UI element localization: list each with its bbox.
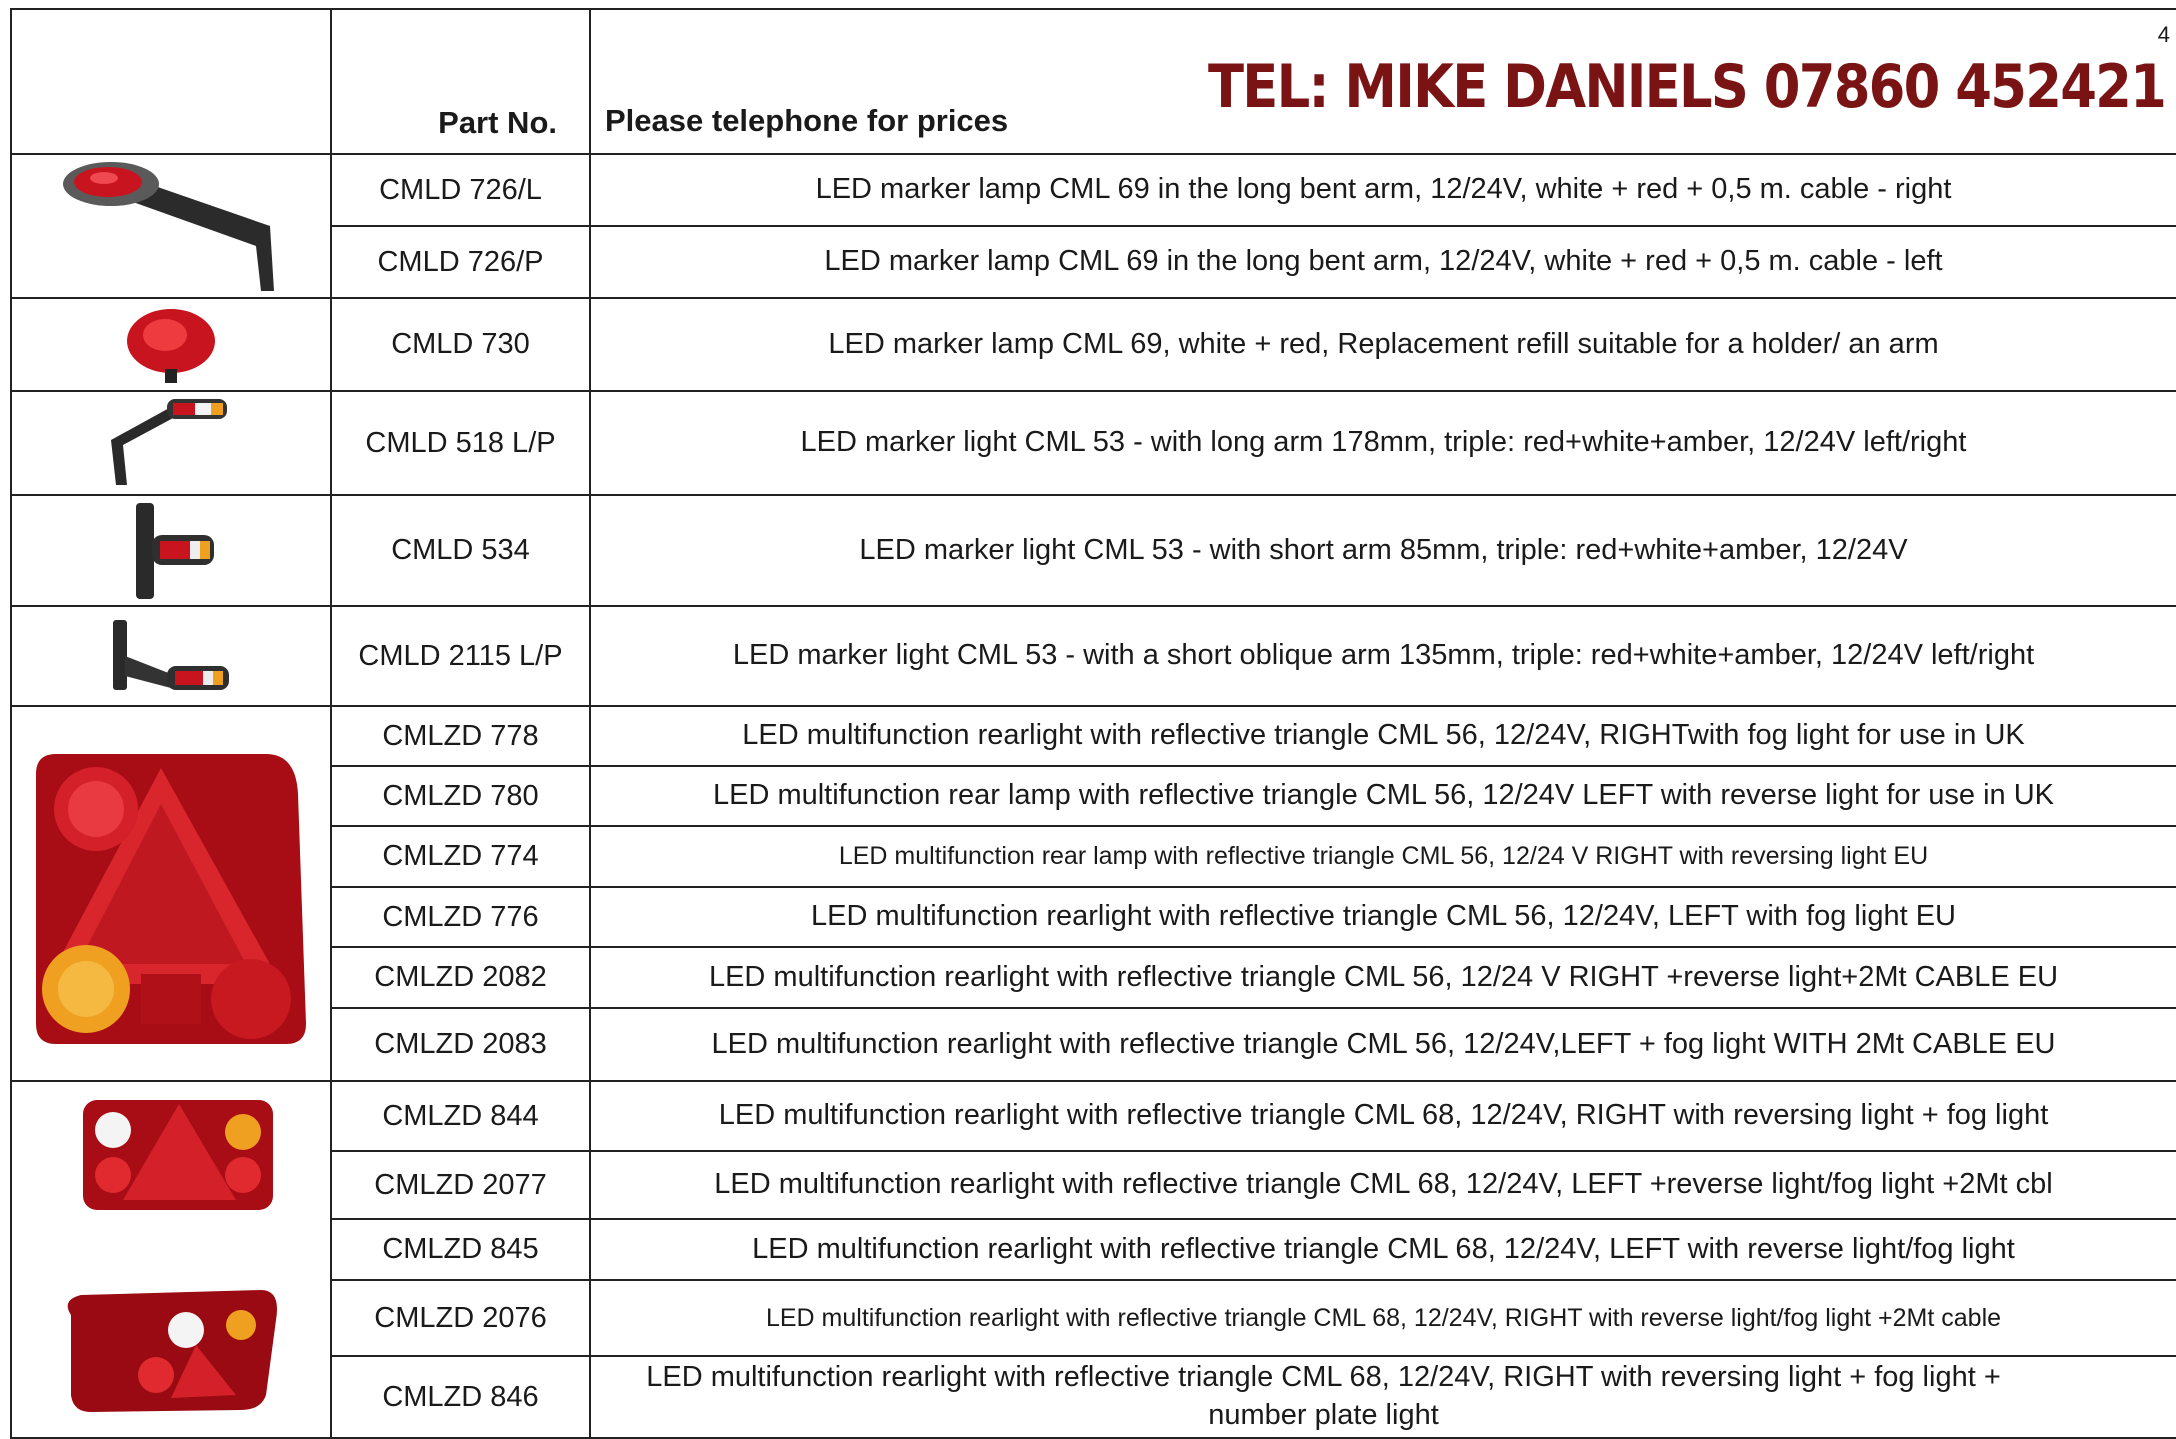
marker-light-oblique-arm-icon	[11, 606, 331, 706]
page-number: 4	[2157, 22, 2170, 47]
table-row	[11, 298, 2176, 391]
description: LED multifunction rearlight with reflective triangle CML 56, 12/24V, RIGHTwith fog light for use in UK	[590, 706, 2176, 766]
header-image-cell	[11, 9, 331, 154]
description: LED multifunction rearlight with reflective triangle CML 56, 12/24 V RIGHT +reverse light+2Mt CABLE EU	[590, 947, 2176, 1008]
telephone-banner: TEL: MIKE DANIELS 07860 452421	[1208, 52, 2166, 122]
table-row	[11, 1008, 2176, 1081]
description: LED multifunction rearlight with reflective triangle CML 56, 12/24V, LEFT with fog light EU	[590, 887, 2176, 947]
header-prices: Please telephone for prices	[590, 9, 2176, 154]
table-row	[11, 1219, 2176, 1280]
part-number: CMLZD 844	[331, 1081, 590, 1151]
part-number: CMLZD 2083	[331, 1008, 590, 1081]
description: LED marker light CML 53 - with long arm 178mm, triple: red+white+amber, 12/24V left/right	[590, 391, 2176, 495]
header-part-no: Part No.	[331, 9, 590, 154]
table-row	[11, 1151, 2176, 1219]
part-number: CMLD 730	[331, 298, 590, 391]
part-number: CMLZD 778	[331, 706, 590, 766]
description: LED multifunction rearlight with reflective triangle CML 68, 12/24V, RIGHT with reverse light/fog light +2Mt cable	[590, 1280, 2176, 1356]
part-number: CMLD 726/P	[331, 226, 590, 298]
table-header	[11, 9, 2176, 154]
table-row	[11, 495, 2176, 606]
part-number: CMLD 726/L	[331, 154, 590, 226]
table-row	[11, 1356, 2176, 1438]
part-number: CMLZD 774	[331, 826, 590, 887]
part-number: CMLZD 780	[331, 766, 590, 826]
description: LED multifunction rear lamp with reflective triangle CML 56, 12/24V LEFT with reverse light for use in UK	[590, 766, 2176, 826]
rear-lamp-cml56-icon	[11, 706, 331, 1081]
description: LED marker lamp CML 69 in the long bent arm, 12/24V, white + red + 0,5 m. cable - right	[590, 154, 2176, 226]
table-row	[11, 706, 2176, 766]
marker-light-short-arm-icon	[11, 495, 331, 606]
table-row	[11, 1280, 2176, 1356]
table-row	[11, 606, 2176, 706]
marker-lamp-refill-icon	[11, 298, 331, 391]
description: LED marker lamp CML 69 in the long bent arm, 12/24V, white + red + 0,5 m. cable - left	[590, 226, 2176, 298]
table-row	[11, 1081, 2176, 1151]
table-row	[11, 154, 2176, 226]
table-row	[11, 887, 2176, 947]
table-row	[11, 391, 2176, 495]
table-row	[11, 947, 2176, 1008]
part-number: CMLZD 846	[331, 1356, 590, 1438]
part-number: CMLD 534	[331, 495, 590, 606]
price-table	[10, 8, 2176, 1439]
marker-light-long-arm-icon	[11, 391, 331, 495]
description: LED marker light CML 53 - with a short oblique arm 135mm, triple: red+white+amber, 12/24V left/right	[590, 606, 2176, 706]
description: LED multifunction rearlight with reflective triangle CML 68, 12/24V, LEFT +reverse light/fog light +2Mt cbl	[590, 1151, 2176, 1219]
rear-lamp-cml68-icon	[11, 1081, 331, 1438]
description: LED marker light CML 53 - with short arm 85mm, triple: red+white+amber, 12/24V	[590, 495, 2176, 606]
description: LED multifunction rearlight with reflective triangle CML 68, 12/24V, RIGHT with reversing light + fog light + number plate light	[590, 1356, 2176, 1438]
description: LED multifunction rearlight with reflective triangle CML 68, 12/24V, LEFT with reverse light/fog light	[590, 1219, 2176, 1280]
part-number: CMLZD 2077	[331, 1151, 590, 1219]
description: LED multifunction rearlight with reflective triangle CML 68, 12/24V, RIGHT with reversing light + fog light	[590, 1081, 2176, 1151]
table-row	[11, 826, 2176, 887]
table-row	[11, 766, 2176, 826]
table-row	[11, 226, 2176, 298]
part-number: CMLZD 845	[331, 1219, 590, 1280]
marker-lamp-long-arm-icon	[11, 154, 331, 298]
part-number: CMLZD 2082	[331, 947, 590, 1008]
part-number: CMLD 2115 L/P	[331, 606, 590, 706]
description: LED marker lamp CML 69, white + red, Replacement refill suitable for a holder/ an arm	[590, 298, 2176, 391]
part-number: CMLZD 776	[331, 887, 590, 947]
part-number: CMLD 518 L/P	[331, 391, 590, 495]
part-number: CMLZD 2076	[331, 1280, 590, 1356]
description: LED multifunction rear lamp with reflective triangle CML 56, 12/24 V RIGHT with reversing light EU	[590, 826, 2176, 887]
description: LED multifunction rearlight with reflective triangle CML 56, 12/24V,LEFT + fog light WITH 2Mt CABLE EU	[590, 1008, 2176, 1081]
